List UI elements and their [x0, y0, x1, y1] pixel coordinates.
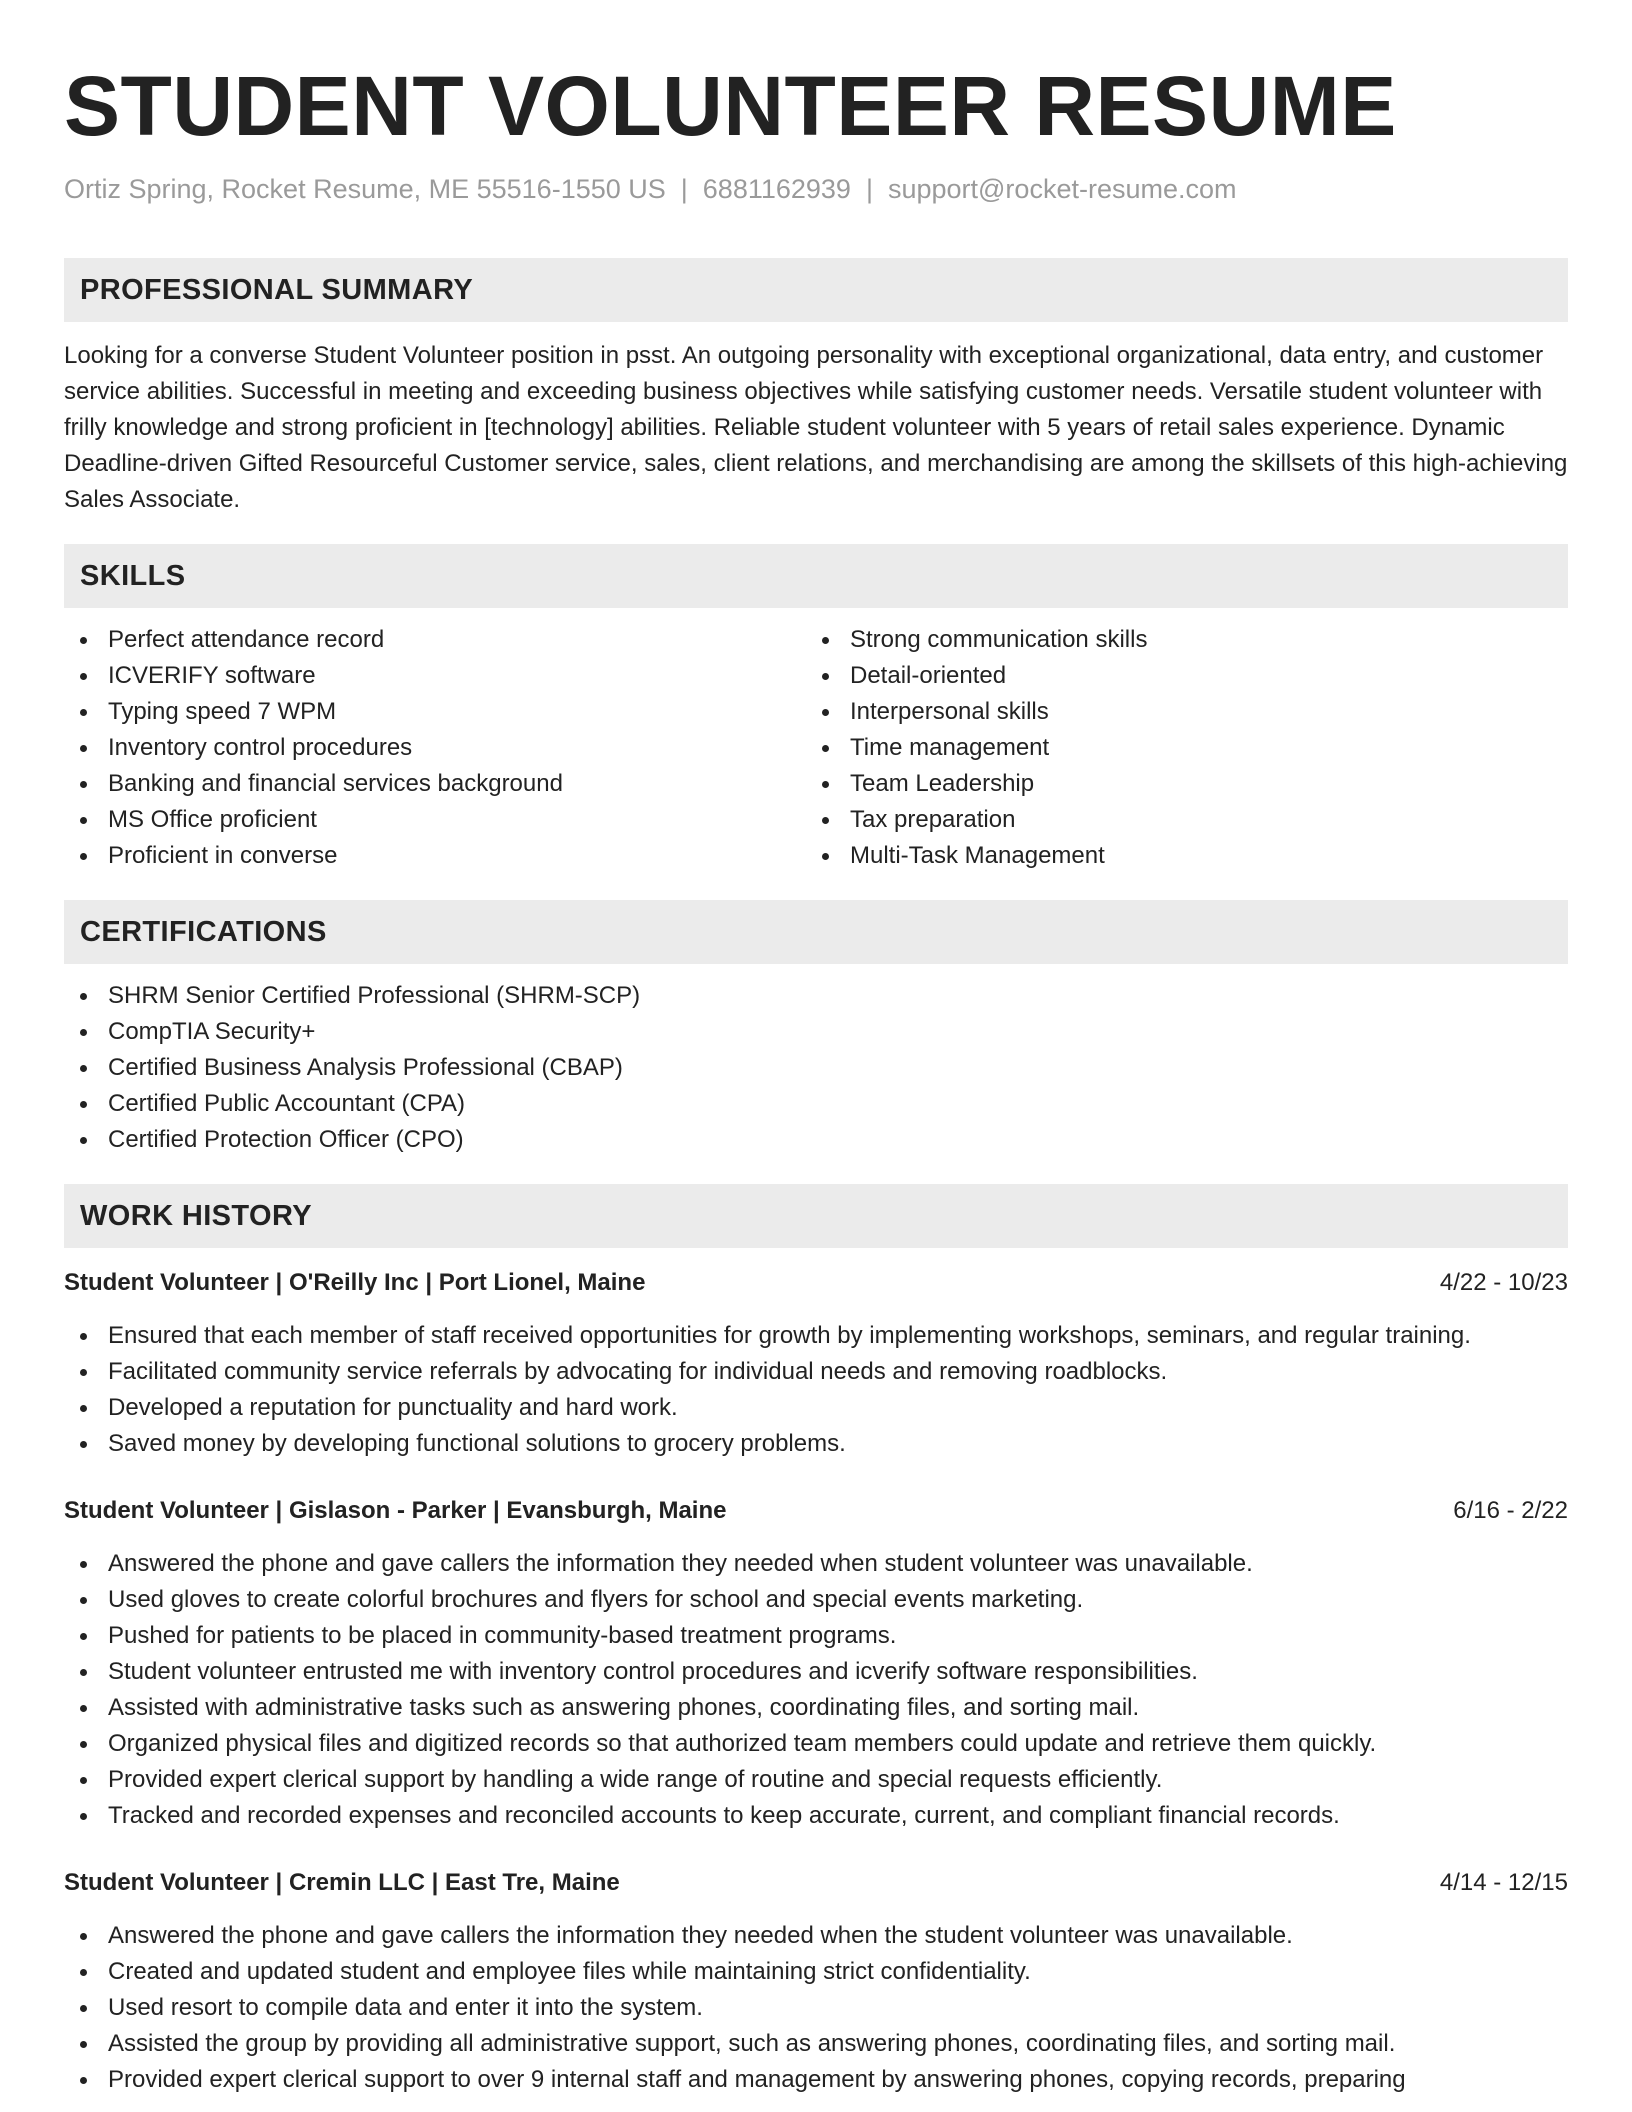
job-entry	[64, 1266, 1568, 1462]
job-dates: 4/22 - 10/23	[1439, 1269, 1568, 1296]
job-bullets	[64, 1318, 1568, 1462]
job-dates: 4/14 - 12/15	[1439, 1869, 1568, 1896]
certification-item: Certified Public Accountant (CPA)	[64, 1086, 1568, 1122]
job-bullet: Facilitated community service referrals by advocating for individual needs and removing roadblocks.	[64, 1354, 1568, 1390]
summary-text: Looking for a converse Student Volunteer position in psst. An outgoing personality with exceptional organizational, data entry, and customer service abilities. Successful in meeting and exceeding business objectives while satisfying customer needs. Versatile student volunteer with frilly knowledge and strong proficient in [technology] abilities. Reliable student volunteer with 5 years of retail sales experience. Dynamic Deadline-driven Gifted Resourceful Customer service, sales, client relations, and merchandising are among the skillsets of this high-achieving Sales Associate.	[64, 342, 1568, 513]
certification-item: Certified Protection Officer (CPO)	[64, 1122, 1568, 1158]
section-heading-skills: SKILLS	[64, 544, 1568, 608]
certification-item: SHRM Senior Certified Professional (SHRM-SCP)	[64, 978, 1568, 1014]
job-bullet: Used gloves to create colorful brochures and flyers for school and special events marketing.	[64, 1582, 1568, 1618]
skill-item: Multi-Task Management	[806, 838, 1548, 874]
job-bullet: Pushed for patients to be placed in community-based treatment programs.	[64, 1618, 1568, 1654]
job-bullet: Student volunteer entrusted me with inventory control procedures and icverify software responsibilities.	[64, 1654, 1568, 1690]
skill-item: Proficient in converse	[64, 838, 806, 874]
resume-page	[64, 0, 1568, 2098]
job-entry	[64, 1494, 1568, 1834]
job-bullet: Answered the phone and gave callers the information they needed when the student volunteer was unavailable.	[64, 1918, 1568, 1954]
job-bullet: Assisted with administrative tasks such as answering phones, coordinating files, and sorting mail.	[64, 1690, 1568, 1726]
certification-item: Certified Business Analysis Professional (CBAP)	[64, 1050, 1568, 1086]
contact-separator: |	[680, 174, 688, 204]
skill-item: Team Leadership	[806, 766, 1548, 802]
skill-item: Detail-oriented	[806, 658, 1548, 694]
job-bullet: Developed a reputation for punctuality and hard work.	[64, 1390, 1568, 1426]
skill-item: Time management	[806, 730, 1548, 766]
skills-column-left	[64, 622, 806, 874]
certifications-list	[64, 978, 1568, 1158]
email-address: support@rocket-resume.com	[887, 174, 1237, 204]
job-bullet: Tracked and recorded expenses and reconciled accounts to keep accurate, current, and compliant financial records.	[64, 1798, 1568, 1834]
skill-item: MS Office proficient	[64, 802, 806, 838]
job-bullet: Used resort to compile data and enter it into the system.	[64, 1990, 1568, 2026]
phone-number: 6881162939	[702, 174, 851, 204]
skill-item: Perfect attendance record	[64, 622, 806, 658]
certification-item: CompTIA Security+	[64, 1014, 1568, 1050]
section-heading-certifications: CERTIFICATIONS	[64, 900, 1568, 964]
job-bullet: Saved money by developing functional solutions to grocery problems.	[64, 1426, 1568, 1462]
job-title: Student Volunteer | Cremin LLC | East Tre, Maine	[64, 1869, 620, 1896]
skill-item: Typing speed 7 WPM	[64, 694, 806, 730]
job-bullet: Provided expert clerical support by handling a wide range of routine and special requests efficiently.	[64, 1762, 1568, 1798]
skill-item: Interpersonal skills	[806, 694, 1548, 730]
address: Ortiz Spring, Rocket Resume, ME 55516-1550 US	[64, 174, 666, 204]
job-bullet: Ensured that each member of staff received opportunities for growth by implementing workshops, seminars, and regular training.	[64, 1318, 1568, 1354]
skills-list	[64, 622, 1568, 874]
job-bullet: Assisted the group by providing all administrative support, such as answering phones, coordinating files, and sorting mail.	[64, 2026, 1568, 2062]
job-title: Student Volunteer | Gislason - Parker | Evansburgh, Maine	[64, 1497, 727, 1524]
job-dates: 6/16 - 2/22	[1453, 1497, 1568, 1524]
skill-item: ICVERIFY software	[64, 658, 806, 694]
skill-item: Banking and financial services background	[64, 766, 806, 802]
skills-column-right	[806, 622, 1548, 874]
skill-item: Inventory control procedures	[64, 730, 806, 766]
skill-item: Tax preparation	[806, 802, 1548, 838]
contact-separator: |	[865, 174, 873, 204]
job-bullets	[64, 1918, 1568, 2098]
resume-title: STUDENT VOLUNTEER RESUME	[64, 59, 1397, 153]
job-bullets	[64, 1546, 1568, 1834]
job-bullet: Organized physical files and digitized records so that authorized team members could update and retrieve them quickly.	[64, 1726, 1568, 1762]
job-header	[64, 1866, 1568, 1900]
job-header	[64, 1494, 1568, 1528]
job-entry	[64, 1866, 1568, 2098]
contact-line	[64, 172, 1568, 206]
job-bullet: Answered the phone and gave callers the information they needed when student volunteer was unavailable.	[64, 1546, 1568, 1582]
section-heading-work-history: WORK HISTORY	[64, 1184, 1568, 1248]
job-header	[64, 1266, 1568, 1300]
skill-item: Strong communication skills	[806, 622, 1548, 658]
section-heading-summary: PROFESSIONAL SUMMARY	[64, 258, 1568, 322]
job-bullet: Created and updated student and employee files while maintaining strict confidentiality.	[64, 1954, 1568, 1990]
job-bullet: Provided expert clerical support to over 9 internal staff and management by answering phones, copying records, preparing	[64, 2062, 1568, 2098]
job-title: Student Volunteer | O'Reilly Inc | Port Lionel, Maine	[64, 1269, 646, 1296]
